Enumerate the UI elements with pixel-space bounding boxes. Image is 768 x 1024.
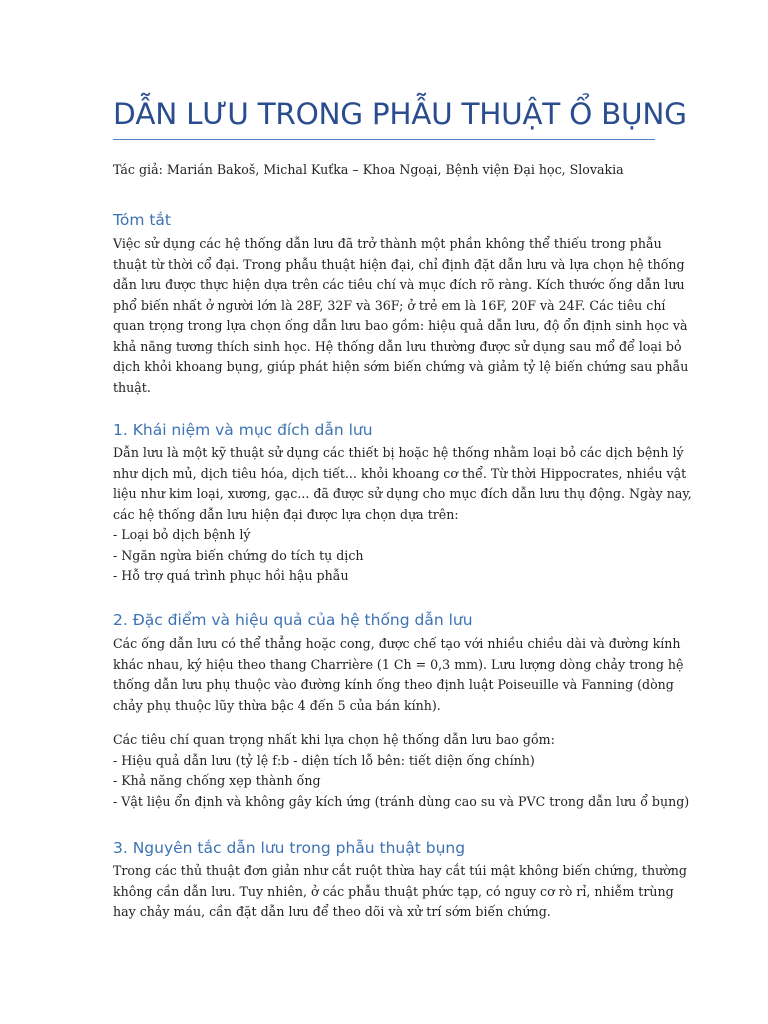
section-3-paragraph: [113, 861, 687, 923]
text-line: chảy phụ thuộc lũy thừa bậc 4 đến 5 của bán kính).: [113, 697, 441, 713]
section-heading-3: 3. Nguyên tắc dẫn lưu trong phẫu thuật bụng: [113, 839, 466, 857]
section-1-paragraph: [113, 443, 692, 587]
abstract-paragraph: [113, 234, 689, 398]
text-line: thuật.: [113, 379, 151, 395]
section-heading-2: 2. Đặc điểm và hiệu quả của hệ thống dẫn lưu: [113, 611, 473, 629]
list-item: - Ngăn ngừa biến chứng do tích tụ dịch: [113, 547, 364, 563]
section-heading-abstract: Tóm tắt: [113, 211, 171, 229]
list-item: - Hỗ trợ quá trình phục hồi hậu phẫu: [113, 568, 349, 583]
text-line: liệu như kim loại, xương, gạc... đã được sử dụng cho mục đích dẫn lưu thụ động. Ngày nay,: [113, 486, 692, 501]
text-line: Dẫn lưu là một kỹ thuật sử dụng các thiết bị hoặc hệ thống nhằm loại bỏ các dịch bệnh lý: [113, 445, 684, 460]
section-heading-1: 1. Khái niệm và mục đích dẫn lưu: [113, 421, 373, 439]
text-line: Các ống dẫn lưu có thể thẳng hoặc cong, được chế tạo với nhiều chiều dài và đường kính: [113, 636, 681, 651]
text-line: thống dẫn lưu phụ thuộc vào đường kính ống theo định luật Poiseuille và Fanning (dòng: [113, 677, 674, 692]
text-line: phổ biến nhất ở người lớn là 28F, 32F và 36F; ở trẻ em là 16F, 20F và 24F. Các tiêu chí: [113, 297, 666, 313]
text-line: như dịch mủ, dịch tiêu hóa, dịch tiết... khỏi khoang cơ thể. Từ thời Hippocrates, nhiều vật: [113, 465, 687, 481]
list-item: - Vật liệu ổn định và không gây kích ứng (tránh dùng cao su và PVC trong dẫn lưu ổ bụng): [113, 793, 690, 809]
text-line: quan trọng trong lựa chọn ống dẫn lưu bao gồm: hiệu quả dẫn lưu, độ ổn định sinh học và: [113, 318, 688, 333]
title-underline: [113, 139, 655, 140]
text-line: các hệ thống dẫn lưu hiện đại được lựa chọn dựa trên:: [113, 506, 459, 522]
text-line: khác nhau, ký hiệu theo thang Charrière (1 Ch = 0,3 mm). Lưu lượng dòng chảy trong hệ: [113, 656, 684, 672]
list-item: - Khả năng chống xẹp thành ống: [113, 773, 321, 788]
text-line: Việc sử dụng các hệ thống dẫn lưu đã trở thành một phần không thể thiếu trong phẫu: [113, 236, 662, 251]
author-line: Tác giả: Marián Bakoš, Michal Kuťka – Khoa Ngoại, Bệnh viện Đại học, Slovakia: [113, 162, 624, 177]
section-2-paragraph-2: [113, 730, 690, 812]
text-line: dẫn lưu được thực hiện dựa trên các tiêu chí và mục đích rõ ràng. Kích thước ống dẫn lưu: [113, 277, 685, 292]
list-item: - Hiệu quả dẫn lưu (tỷ lệ f:b - diện tích lỗ bên: tiết diện ống chính): [113, 752, 535, 768]
text-line: hay chảy máu, cần đặt dẫn lưu để theo dõi và xử trí sớm biến chứng.: [113, 904, 551, 919]
text-line: Các tiêu chí quan trọng nhất khi lựa chọn hệ thống dẫn lưu bao gồm:: [113, 732, 555, 747]
document-title: DẪN LƯU TRONG PHẪU THUẬT Ổ BỤNG: [113, 97, 687, 131]
list-item: - Loại bỏ dịch bệnh lý: [113, 527, 251, 542]
text-line: khả năng tương thích sinh học. Hệ thống dẫn lưu thường được sử dụng sau mổ để loại bỏ: [113, 338, 682, 354]
section-2-paragraph-1: [113, 634, 684, 716]
text-line: không cần dẫn lưu. Tuy nhiên, ở các phẫu thuật phức tạp, có nguy cơ rò rỉ, nhiễm trùng: [113, 883, 674, 899]
text-line: thuật từ thời cổ đại. Trong phẫu thuật hiện đại, chỉ định đặt dẫn lưu và lựa chọn hệ thống: [113, 256, 685, 272]
text-line: dịch khỏi khoang bụng, giúp phát hiện sớm biến chứng và giảm tỷ lệ biến chứng sau phẫu: [113, 359, 689, 374]
text-line: Trong các thủ thuật đơn giản như cắt ruột thừa hay cắt túi mật không biến chứng, thường: [113, 863, 687, 878]
